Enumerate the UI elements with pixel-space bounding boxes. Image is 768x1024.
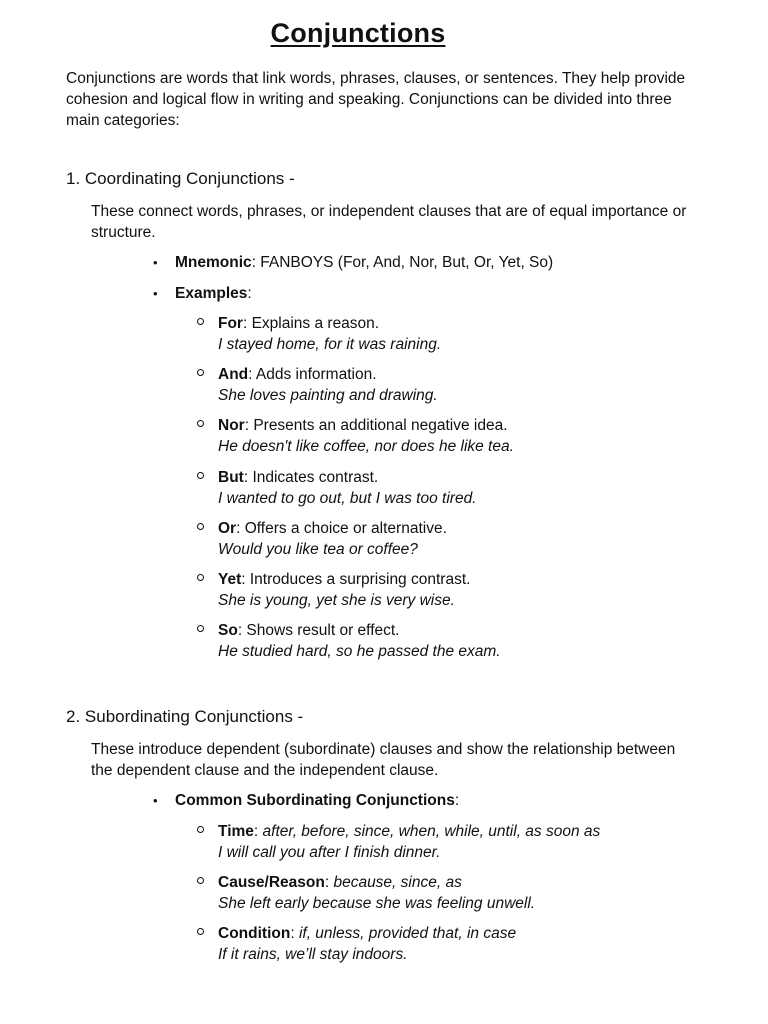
item-example: I stayed home, for it was raining. [218,336,442,353]
item-definition: : Adds information. [248,366,377,383]
item-term: Or [218,520,237,537]
section-description-coordinating: These connect words, phrases, or independent clauses that are of equal importance or structure. [91,203,687,241]
item-example: He doesn't like coffee, nor does he like tea. [218,438,514,455]
item-words: because, since, as [333,874,462,891]
hollow-bullet-icon [197,472,204,479]
common-subordinating-bullet [175,790,459,811]
item-term: But [218,469,244,486]
item-separator: : [324,874,334,891]
item-example: She left early because she was feeling unwell. [218,895,536,912]
item-example: Would you like tea or coffee? [218,541,418,558]
item-term: Nor [218,417,245,434]
list-item [218,518,698,560]
section-heading-coordinating: 1. Coordinating Conjunctions - [66,169,295,188]
hollow-bullet-icon [197,625,204,632]
item-example: He studied hard, so he passed the exam. [218,643,501,660]
item-separator: : [253,823,263,840]
list-item [218,923,698,965]
item-definition: : Presents an additional negative idea. [244,417,508,434]
mnemonic-text: : FANBOYS (For, And, Nor, But, Or, Yet, So) [251,254,554,271]
mnemonic-label: Mnemonic [175,254,252,271]
examples-label: Examples [175,285,248,302]
hollow-bullet-icon [197,574,204,581]
section-heading-subordinating: 2. Subordinating Conjunctions - [66,707,304,726]
item-words: if, unless, provided that, in case [298,925,517,942]
hollow-bullet-icon [197,420,204,427]
item-words: after, before, since, when, while, until, as soon as [262,823,601,840]
list-item [218,364,698,406]
hollow-bullet-icon [197,318,204,325]
hollow-bullet-icon [197,877,204,884]
item-term: Yet [218,571,242,588]
list-item [218,821,698,863]
list-item [218,872,698,914]
item-example: She is young, yet she is very wise. [218,592,455,609]
item-definition: : Offers a choice or alternative. [236,520,447,537]
item-term: So [218,622,238,639]
common-label: Common Subordinating Conjunctions [175,792,455,809]
item-term: Cause/Reason [218,874,325,891]
list-item [218,620,698,662]
list-item [218,467,698,509]
item-example: I wanted to go out, but I was too tired. [218,490,477,507]
hollow-bullet-icon [197,523,204,530]
item-term: Time [218,823,254,840]
item-example: She loves painting and drawing. [218,387,438,404]
item-example: If it rains, we’ll stay indoors. [218,946,408,963]
hollow-bullet-icon [197,928,204,935]
common-suffix: : [454,792,460,809]
section-description-subordinating: These introduce dependent (subordinate) clauses and show the relationship between the dependent clause and the independent clause. [91,741,676,779]
mnemonic-bullet [175,252,553,273]
hollow-bullet-icon [197,826,204,833]
item-term: Condition [218,925,291,942]
item-separator: : [290,925,299,942]
list-item [218,313,698,355]
item-definition: : Indicates contrast. [243,469,379,486]
list-item [218,415,698,457]
item-term: For [218,315,243,332]
list-item [218,569,698,611]
examples-bullet [175,283,252,304]
item-example: I will call you after I finish dinner. [218,844,441,861]
examples-suffix: : [247,285,252,302]
item-definition: : Shows result or effect. [237,622,400,639]
intro-paragraph: Conjunctions are words that link words, phrases, clauses, or sentences. They help provide cohesion and logical flow in writing and speaking. Conjunctions can be divided into three main categories: [66,70,686,129]
hollow-bullet-icon [197,369,204,376]
item-definition: : Explains a reason. [242,315,380,332]
item-definition: : Introduces a surprising contrast. [241,571,471,588]
page-title: Conjunctions [270,18,446,48]
item-term: And [218,366,249,383]
